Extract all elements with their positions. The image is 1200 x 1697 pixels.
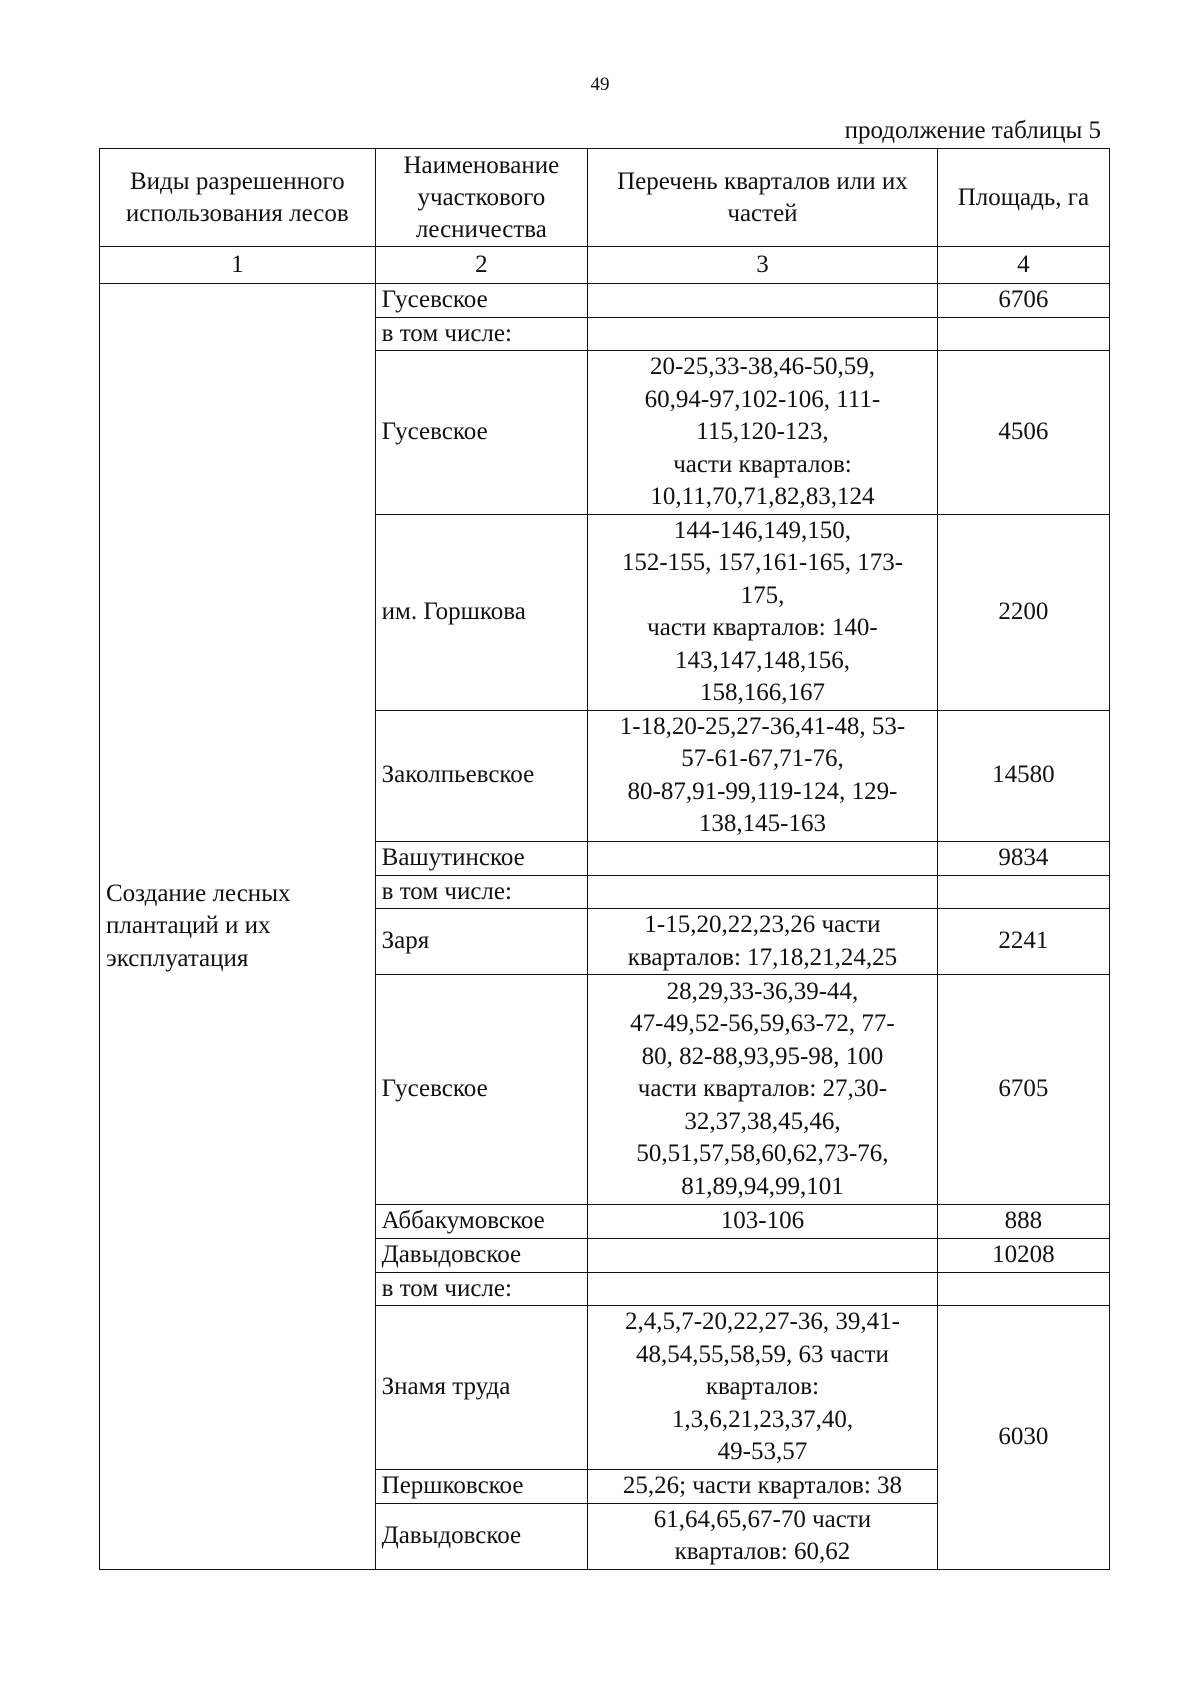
- quarters-line: 1,3,6,21,23,37,40,: [671, 1405, 854, 1433]
- quarters-list: [588, 351, 938, 515]
- quarters-line: 48,54,55,58,59, 63 части: [636, 1340, 889, 1368]
- forestry-name: Першковское: [375, 1470, 587, 1504]
- forestry-name: Давыдовское: [375, 1503, 587, 1569]
- quarters-line: 1-18,20-25,27-36,41-48, 53-: [619, 712, 906, 740]
- area-value: [937, 317, 1109, 351]
- area-value: [937, 1272, 1109, 1306]
- quarters-list: [588, 1205, 938, 1239]
- quarters-line: 81,89,94,99,101: [681, 1172, 844, 1200]
- quarters-line: 158,166,167: [699, 679, 825, 706]
- quarters-line: 1-15,20,22,23,26 части: [644, 911, 881, 938]
- quarters-line: кварталов: 17,18,21,24,25: [627, 943, 898, 971]
- forest-use-table: [99, 148, 1110, 1570]
- use-type-cell: [100, 284, 376, 1570]
- area-value: [937, 875, 1109, 909]
- quarters-line: 32,37,38,45,46,: [684, 1107, 841, 1135]
- quarters-line: 61,64,65,67-70 части: [653, 1505, 872, 1533]
- quarters-list: [588, 1306, 938, 1470]
- quarters-list: [588, 841, 938, 875]
- forestry-name: Аббакумовское: [375, 1205, 587, 1239]
- forestry-name: Заря: [375, 909, 587, 975]
- use-type-line: плантаций и их: [106, 912, 271, 939]
- quarters-list: [588, 1238, 938, 1272]
- forestry-name: в том числе:: [375, 875, 587, 909]
- forestry-name: в том числе:: [375, 1272, 587, 1306]
- quarters-list: [588, 514, 938, 710]
- forestry-name: Заколпьевское: [375, 710, 587, 841]
- quarters-line: 28,29,33-36,39-44,: [666, 977, 859, 1005]
- area-value: 2200: [937, 514, 1109, 710]
- quarters-line: части кварталов: 27,30-: [637, 1075, 888, 1103]
- column-number-row: [100, 247, 1110, 284]
- quarters-line: кварталов:: [705, 1373, 820, 1401]
- area-value: 6030: [937, 1306, 1109, 1570]
- use-type-line: эксплуатация: [106, 944, 249, 972]
- quarters-line: 10,11,70,71,82,83,124: [650, 483, 875, 510]
- quarters-line: 175,: [740, 581, 785, 609]
- quarters-list: [588, 1503, 938, 1569]
- quarters-line: 25,26; части кварталов: 38: [622, 1472, 903, 1499]
- area-value: 6706: [937, 284, 1109, 318]
- quarters-line: 47-49,52-56,59,63-72, 77-: [630, 1010, 895, 1038]
- quarters-line: 80, 82-88,93,95-98, 100: [641, 1042, 884, 1070]
- table-row: [100, 284, 1110, 318]
- quarters-list: [588, 1272, 938, 1306]
- quarters-line: 80-87,91-99,119-124, 129-: [627, 777, 898, 805]
- forestry-name: Вашутинское: [375, 841, 587, 875]
- column-number: 4: [937, 247, 1109, 284]
- forestry-name: Знамя труда: [375, 1306, 587, 1470]
- quarters-list: [588, 875, 938, 909]
- quarters-list: [588, 317, 938, 351]
- header-use-type: Виды разрешенного использования лесов: [100, 149, 376, 247]
- area-value: 14580: [937, 710, 1109, 841]
- quarters-line: 143,147,148,156,: [674, 646, 850, 674]
- area-value: 6705: [937, 975, 1109, 1205]
- page-number: 49: [590, 74, 610, 95]
- quarters-line: 20-25,33-38,46-50,59,: [649, 353, 875, 380]
- quarters-line: части кварталов:: [673, 450, 852, 478]
- quarters-line: части кварталов: 140-: [647, 614, 878, 641]
- quarters-line: 103-106: [720, 1207, 805, 1234]
- header-area: Площадь, га: [937, 149, 1109, 247]
- quarters-list: [588, 1470, 938, 1504]
- forestry-name: Гусевское: [375, 284, 587, 318]
- quarters-line: 152-155, 157,161-165, 173-: [621, 549, 904, 576]
- quarters-line: 50,51,57,58,60,62,73-76,: [636, 1140, 889, 1168]
- quarters-line: 138,145-163: [698, 810, 826, 837]
- area-value: 9834: [937, 841, 1109, 875]
- table-header-row: [100, 149, 1110, 247]
- area-value: 4506: [937, 351, 1109, 515]
- header-quarters-list: Перечень кварталов или их частей: [588, 149, 938, 247]
- quarters-list: [588, 975, 938, 1205]
- quarters-line: 144-146,149,150,: [673, 516, 851, 544]
- table-continuation-label: продолжение таблицы 5: [844, 117, 1101, 144]
- forestry-name: Гусевское: [375, 975, 587, 1205]
- quarters-list: [588, 909, 938, 975]
- area-value: 888: [937, 1205, 1109, 1239]
- forestry-name: Гусевское: [375, 351, 587, 515]
- quarters-line: 57-61-67,71-76,: [681, 745, 844, 772]
- column-number: 2: [375, 247, 587, 284]
- column-number: 1: [100, 247, 376, 284]
- forestry-name: в том числе:: [375, 317, 587, 351]
- area-value: 10208: [937, 1238, 1109, 1272]
- column-number: 3: [588, 247, 938, 284]
- quarters-line: 49-53,57: [717, 1438, 808, 1466]
- quarters-line: 60,94-97,102-106, 111-: [644, 385, 881, 413]
- quarters-list: [588, 710, 938, 841]
- header-forestry-name: Наименование участкового лесничества: [375, 149, 587, 247]
- quarters-line: кварталов: 60,62: [674, 1538, 851, 1565]
- forestry-name: им. Горшкова: [375, 514, 587, 710]
- use-type-line: Создание лесных: [106, 879, 291, 907]
- quarters-line: 2,4,5,7-20,22,27-36, 39,41-: [624, 1308, 900, 1336]
- quarters-line: 115,120-123,: [696, 418, 829, 445]
- forestry-name: Давыдовское: [375, 1238, 587, 1272]
- area-value: 2241: [937, 909, 1109, 975]
- quarters-list: [588, 284, 938, 318]
